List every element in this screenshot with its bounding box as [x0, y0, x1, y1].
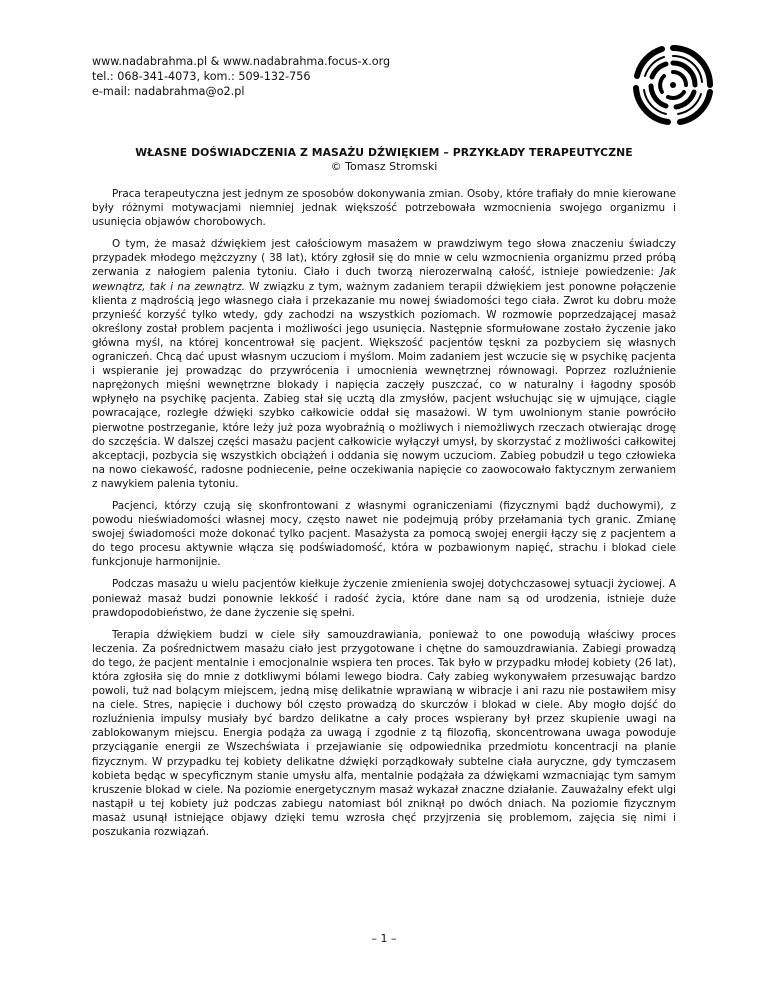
article-body: [92, 187, 676, 847]
document-author: © Tomasz Stromski: [330, 160, 438, 173]
paragraph-2-quote: Jak wewnątrz, tak i na zewnątrz.: [92, 266, 676, 293]
paragraph-4: Podczas masażu u wielu pacjentów kiełkuje życzenie zmienienia swojej dotychczasowej sytuacji życiowej. A ponieważ masaż budzi ponownie lekkość i radość życia, które dane nam są od urodzenia, istnieje duże prawdopodobieństwo, że dane życzenie się spełni.: [92, 578, 676, 619]
paragraph-2-text-end: W związku z tym, ważnym zadaniem terapii dźwiękiem jest ponowne połączenie klienta z mądrością jego własnego ciała i przekazanie mu nowej świadomości tego ciała. Zwrot ku dobru może przynieść korzyść tylko wtedy, gdy zachodzi na wszystkich poziomach. W rozmowie poprzedzającej masaż określony został problem pacjenta i możliwości jego usunięcia. Następnie sformułowane zostało życzenie jako główna myśl, na której koncentrował się pacjent. Większość pacjentów tęskni za pozbyciem się własnych ograniczeń. Chcą dać upust własnym uczuciom i myślom. Moim zadaniem jest wczucie się w psychikę pacjenta i wspieranie jej prowadząc do przywrócenia i umocnienia wewnętrznej równowagi. Poprzez rozluźnienie naprężonych mięśni wewnętrzne blokady i napięcia zaczęły puszczać, co w naturalny i łagodny sposób wpłynęło na psychikę pacjenta. Zabieg stał się ucztą dla zmysłów, pacjent wsłuchując się w ujmujące, ciągle powracające, rozległe dźwięki szybko całkowicie oddał się masażowi. W tym uwolnionym stanie powróciło pierwotne postrzeganie, które leży już poza wyobraźnią o możliwych i niemożliwych rzeczach otwierając drogę do szczęścia. W dalszej części masażu pacjent całkowicie wyłączył umysł, by skorzystać z możliwości całkowitej akceptacji, pozbycia się wszystkich obciążeń i oddania się nowym uczuciom. Zabieg pobudził u tego człowieka na nowo ciekawość, radosne podniecenie, pełne oczekiwania napięcie co zaowocowało faktycznym zerwaniem z nawykiem palenia tytoniu.: [92, 280, 676, 490]
title-block: [92, 146, 676, 174]
paragraph-5: Terapia dźwiękiem budzi w ciele siły samouzdrawiania, ponieważ to one powodują właściwy proces leczenia. Za pośrednictwem masażu ciało jest przygotowane i chętne do samouzdrawiania. Zabiegi prowadzą do tego, że pacjent mentalnie i emocjonalnie wspiera ten proces. Tak było w przypadku młodej kobiety (26 lat), która zgłosiła się do mnie z dotkliwymi bólami lewego biodra. Cały zabieg wykonywałem przesuwając bardzo powoli, tuż nad bolącym miejscem, jedną misę delikatnie wprawianą w wibracje i ani razu nie postawiłem misy na ciele. Stres, napięcie i duchowy ból często prowadzą do skurczów i blokad w ciele. Aby mogło dojść do rozluźnienia impulsy musiały być bardzo delikatne a cały proces wspierany był przez skupienie uwagi na zablokowanym miejscu. Energia podąża za uwagą i zgodnie z tą filozofią, skoncentrowana uwaga powoduje przyciąganie energii ze Wszechświata i przejawianie się odpowiednika przedmiotu koncentracji na planie fizycznym. W przypadku tej kobiety delikatne dźwięki porządkowały subtelne ciała auryczne, gdy tymczasem kobieta będąc w specyficznym stanie umysłu alfa, mentalnie podążała za dźwiękami wzmacniając tym samym kruszenie blokad w ciele. Na poziomie energetycznym masaż wykazał znaczne działanie. Zauważalny efekt ulgi nastąpił u tej kobiety już podczas zabiegu natomiast ból zniknął po dwóch dniach. Na poziomie fizycznym masaż usunął istniejące objawy dzięki temu wzrosła chęć przyjrzenia się problemom, zajęcia się nimi i poszukania rozwiązań.: [92, 628, 676, 839]
paragraph-3: Pacjenci, którzy czują się skonfrontowani z własnymi ograniczeniami (fizycznymi bądź duchowymi), z powodu nieświadomości własnej mocy, często nawet nie podejmują próby przełamania tych granic. Zmianę swojej świadomości może dokonać tylko pacjent. Masażysta za pomocą swojej energii łączy się z pacjentem a do tego procesu aktywnie włącza się podświadomość, która w pozbawionym napięć, strachu i blokad ciele funkcjonuje harmonijnie.: [92, 499, 676, 569]
phone-numbers: tel.: 068-341-4073, kom.: 509-132-756: [92, 70, 311, 83]
paragraph-2: [92, 237, 676, 491]
paragraph-1: Praca terapeutyczna jest jednym ze sposobów dokonywania zmian. Osoby, które trafiały do mnie kierowane były różnymi motywacjami niemniej jednak większość potrzebowała wzmocnienia swojego organizmu i usunięcia objawów chorobowych.: [92, 188, 676, 229]
email-address[interactable]: e-mail: nadabrahma@o2.pl: [92, 85, 245, 98]
page-number: – 1 –: [371, 932, 397, 945]
website-links[interactable]: www.nadabrahma.pl & www.nadabrahma.focus-x.org: [92, 55, 391, 68]
contact-header: [92, 54, 390, 99]
paragraph-2-text-start: O tym, że masaż dźwiękiem jest całościowym masażem w prawdziwym tego słowa znaczeniu świadczy przypadek młodego mężczyzny ( 38 lat), który zgłosił się do mnie w celu wzmocnienia organizmu przed próbą zerwania z nałogiem palenia tytoniu. Ciało i duch tworzą nierozerwalną całość, istnieje powiedzenie:: [92, 238, 676, 279]
document-title: WŁASNE DOŚWIADCZENIA Z MASAŻU DŹWIĘKIEM – PRZYKŁADY TERAPEUTYCZNE: [135, 146, 633, 159]
spiral-logo-icon: [628, 40, 718, 130]
